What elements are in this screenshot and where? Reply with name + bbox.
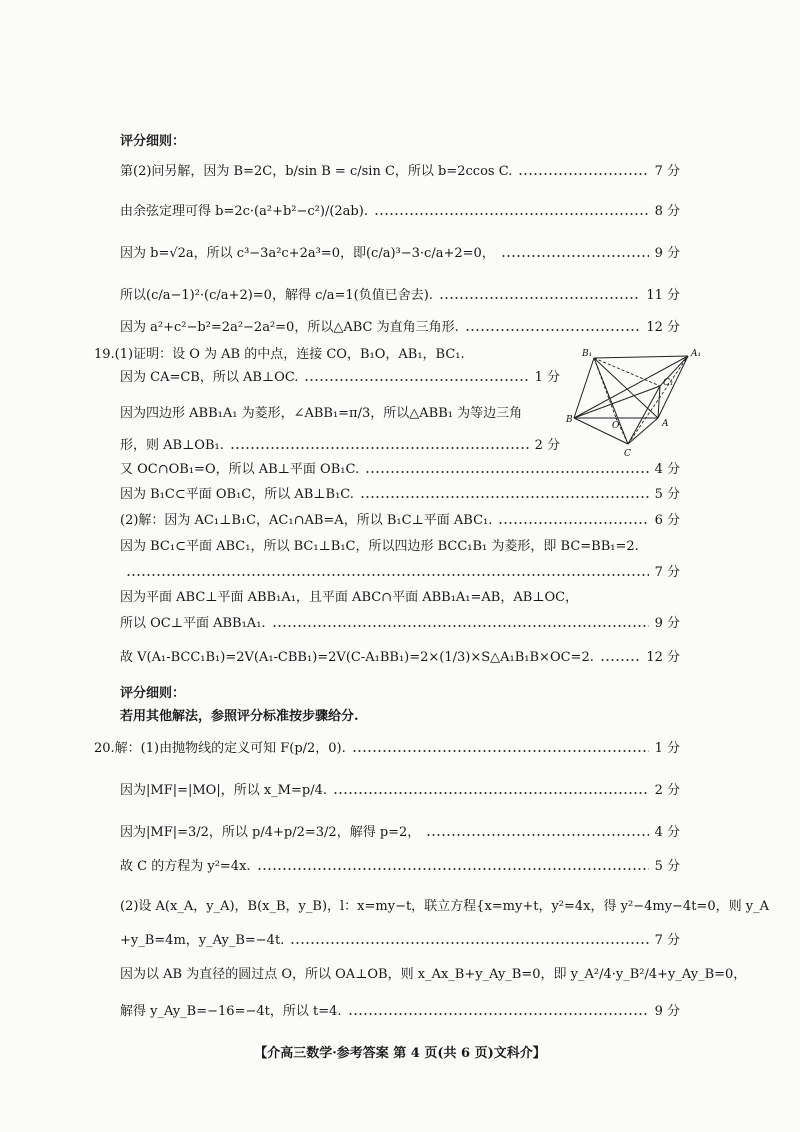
q19-line-0: 因为 CA=CB，所以 AB⊥OC. 1 分 xyxy=(120,370,560,385)
q19-line-4: 因为 B₁C⊂平面 OB₁C，所以 AB⊥B₁C. 5 分 xyxy=(120,487,680,502)
label-A1: A₁ xyxy=(691,349,702,359)
q19-line-2: 形，则 AB⊥OB₁. 2 分 xyxy=(120,438,560,453)
q20-line-2: 因为|MF|=3/2，所以 p/4+p/2=3/2，解得 p=2， 4 分 xyxy=(120,825,680,840)
prism-figure xyxy=(566,346,716,458)
q19-line-9: 所以 OC⊥平面 ABB₁A₁. 9 分 xyxy=(120,616,680,631)
q19-line-7: 7 分 xyxy=(120,565,680,581)
label-C1: C₁ xyxy=(663,378,674,388)
page-footer: 【介高三数学·参考答案 第 4 页(共 6 页)文科介】 xyxy=(254,1046,546,1061)
q19-line-6: 因为 BC₁⊂平面 ABC₁，所以 BC₁⊥B₁C，所以四边形 BCC₁B₁ 为菱形，即 BC=BB₁=2. xyxy=(120,539,639,554)
section-mid-note: 若用其他解法，参照评分标准按步骤给分. xyxy=(120,709,359,724)
line-top-2: 因为 b=√2a，所以 c³−3a²c+2a³=0，即(c/a)³−3·c/a+2=0， 9 分 xyxy=(120,246,680,261)
q19-line-10: 故 V(A₁-BCC₁B₁)=2V(A₁-CBB₁)=2V(C-A₁BB₁)=2×(1/3)×S△A₁B₁B×OC=2. 12 分 xyxy=(120,650,680,665)
line-top-1: 由余弦定理可得 b=2c·(a²+b²−c²)/(2ab). 8 分 xyxy=(120,204,680,219)
q20-line-7: 解得 y_Ay_B=−16=−4t，所以 t=4. 9 分 xyxy=(120,1004,680,1019)
section-heading-top: 评分细则： xyxy=(120,134,186,149)
label-B: B xyxy=(566,415,573,425)
q19-line-1: 因为四边形 ABB₁A₁ 为菱形，∠ABB₁=π/3，所以△ABB₁ 为等边三角 xyxy=(120,406,523,421)
q20-line-1: 因为|MF|=|MO|，所以 x_M=p/4. 2 分 xyxy=(120,783,680,798)
q19-line-3: 又 OC∩OB₁=O，所以 AB⊥平面 OB₁C. 4 分 xyxy=(120,462,680,477)
q20-line-6: 因为以 AB 为直径的圆过点 O，所以 OA⊥OB，则 x_Ax_B+y_Ay_B=0，即 y_A²/4·y_B²/4+y_Ay_B=0， xyxy=(120,967,747,982)
q19-line-8: 因为平面 ABC⊥平面 ABB₁A₁，且平面 ABC∩平面 ABB₁A₁=AB，AB⊥OC， xyxy=(120,590,579,605)
section-heading-mid: 评分细则： xyxy=(120,686,186,701)
q20-line-4: (2)设 A(x_A，y_A)，B(x_B，y_B)，l：x=my−t，联立方程{x=my+t，y²=4x，得 y²−4my−4t=0，则 y_A xyxy=(120,899,769,914)
line-top-3: 所以(c/a−1)²·(c/a+2)=0，解得 c/a=1(负值已舍去). 11 分 xyxy=(120,288,680,303)
label-C: C xyxy=(624,449,631,459)
line-top-0: 第(2)问另解，因为 B=2C，b/sin B = c/sin C，所以 b=2ccos C. 7 分 xyxy=(120,164,680,179)
label-A: A xyxy=(662,419,669,429)
q19-line-5: (2)解：因为 AC₁⊥B₁C，AC₁∩AB=A，所以 B₁C⊥平面 ABC₁. 6 分 xyxy=(120,513,680,528)
line-top-4: 因为 a²+c²−b²=2a²−2a²=0，所以△ABC 为直角三角形. 12 分 xyxy=(120,320,680,335)
q20-line-0: 20.解：(1)由抛物线的定义可知 F(p/2，0). 1 分 xyxy=(94,741,680,756)
q20-line-3: 故 C 的方程为 y²=4x. 5 分 xyxy=(120,859,680,874)
label-B1: B₁ xyxy=(582,349,593,359)
q19-intro: 19.(1)证明：设 O 为 AB 的中点，连接 CO，B₁O，AB₁，BC₁. xyxy=(94,347,465,362)
label-O: O xyxy=(612,421,620,431)
q20-line-5: +y_B=4m，y_Ay_B=−4t. 7 分 xyxy=(120,933,680,948)
